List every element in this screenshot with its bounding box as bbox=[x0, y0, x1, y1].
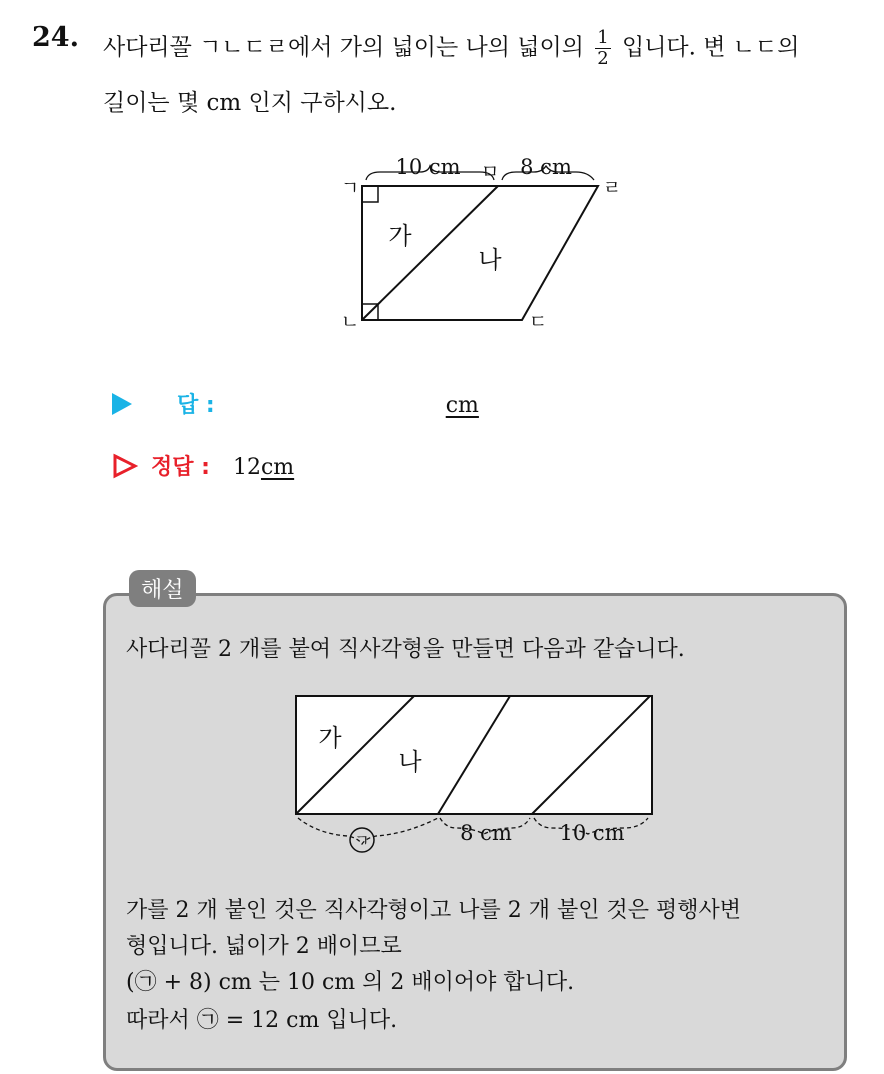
correct-answer-row bbox=[112, 450, 294, 481]
region-ga-2: 가 bbox=[318, 724, 342, 752]
explanation-line-3: 형입니다. 넓이가 2 배이므로 bbox=[126, 934, 402, 959]
vertex-r: ㄹ bbox=[602, 177, 622, 199]
question-text-1a: 사다리꼴 ㄱㄴㄷㄹ에서 가의 넓이는 나의 넓이의 bbox=[103, 34, 584, 61]
fraction-denominator: 2 bbox=[597, 48, 609, 69]
vertex-g: ㄱ bbox=[340, 177, 360, 199]
vertex-d: ㄷ bbox=[528, 311, 548, 333]
region-na: 나 bbox=[478, 246, 502, 274]
answer-label: 답 : bbox=[177, 393, 215, 418]
label-10cm-2: 10 cm bbox=[559, 821, 625, 845]
correct-unit: cm bbox=[260, 455, 295, 480]
correct-label: 정답 : bbox=[151, 455, 210, 480]
vertex-n: ㄴ bbox=[340, 311, 360, 333]
rectangle-figure bbox=[288, 688, 660, 858]
explanation-line-2: 가를 2 개 붙인 것은 직사각형이고 나를 2 개 붙인 것은 평행사변 bbox=[126, 898, 741, 923]
label-10cm: 10 cm bbox=[395, 155, 461, 179]
correct-value: 12 bbox=[232, 455, 261, 480]
circle-g-text: ㄱ bbox=[354, 831, 370, 850]
vertex-m: ㅁ bbox=[480, 161, 500, 183]
explanation-line-5: 따라서 ㉠ = 12 cm 입니다. bbox=[126, 1008, 398, 1033]
answer-row bbox=[112, 388, 479, 419]
region-na-2: 나 bbox=[398, 748, 422, 776]
fraction-numerator: 1 bbox=[597, 27, 609, 48]
label-8cm: 8 cm bbox=[520, 155, 572, 179]
right-angle-mark-top bbox=[362, 186, 378, 202]
explanation-line-4: (㉠ + 8) cm 는 10 cm 의 2 배이어야 합니다. bbox=[126, 970, 575, 995]
question-text-1b: 입니다. 변 ㄴㄷ의 bbox=[622, 34, 800, 61]
answer-blank-unit[interactable]: cm bbox=[445, 393, 479, 418]
question-line-2: 길이는 몇 cm 인지 구하시오. bbox=[103, 90, 397, 116]
explanation-line-1: 사다리꼴 2 개를 붙여 직사각형을 만들면 다음과 같습니다. bbox=[126, 637, 685, 662]
explanation-tab: 해설 bbox=[129, 570, 196, 607]
outline-play-icon bbox=[112, 453, 138, 479]
label-8cm-2: 8 cm bbox=[460, 821, 512, 845]
region-ga: 가 bbox=[388, 222, 412, 250]
question-number: 24. bbox=[32, 22, 79, 53]
fraction-one-half bbox=[595, 28, 610, 69]
play-icon bbox=[112, 393, 132, 415]
question-line-1 bbox=[103, 28, 799, 69]
trapezoid-figure bbox=[320, 140, 640, 340]
